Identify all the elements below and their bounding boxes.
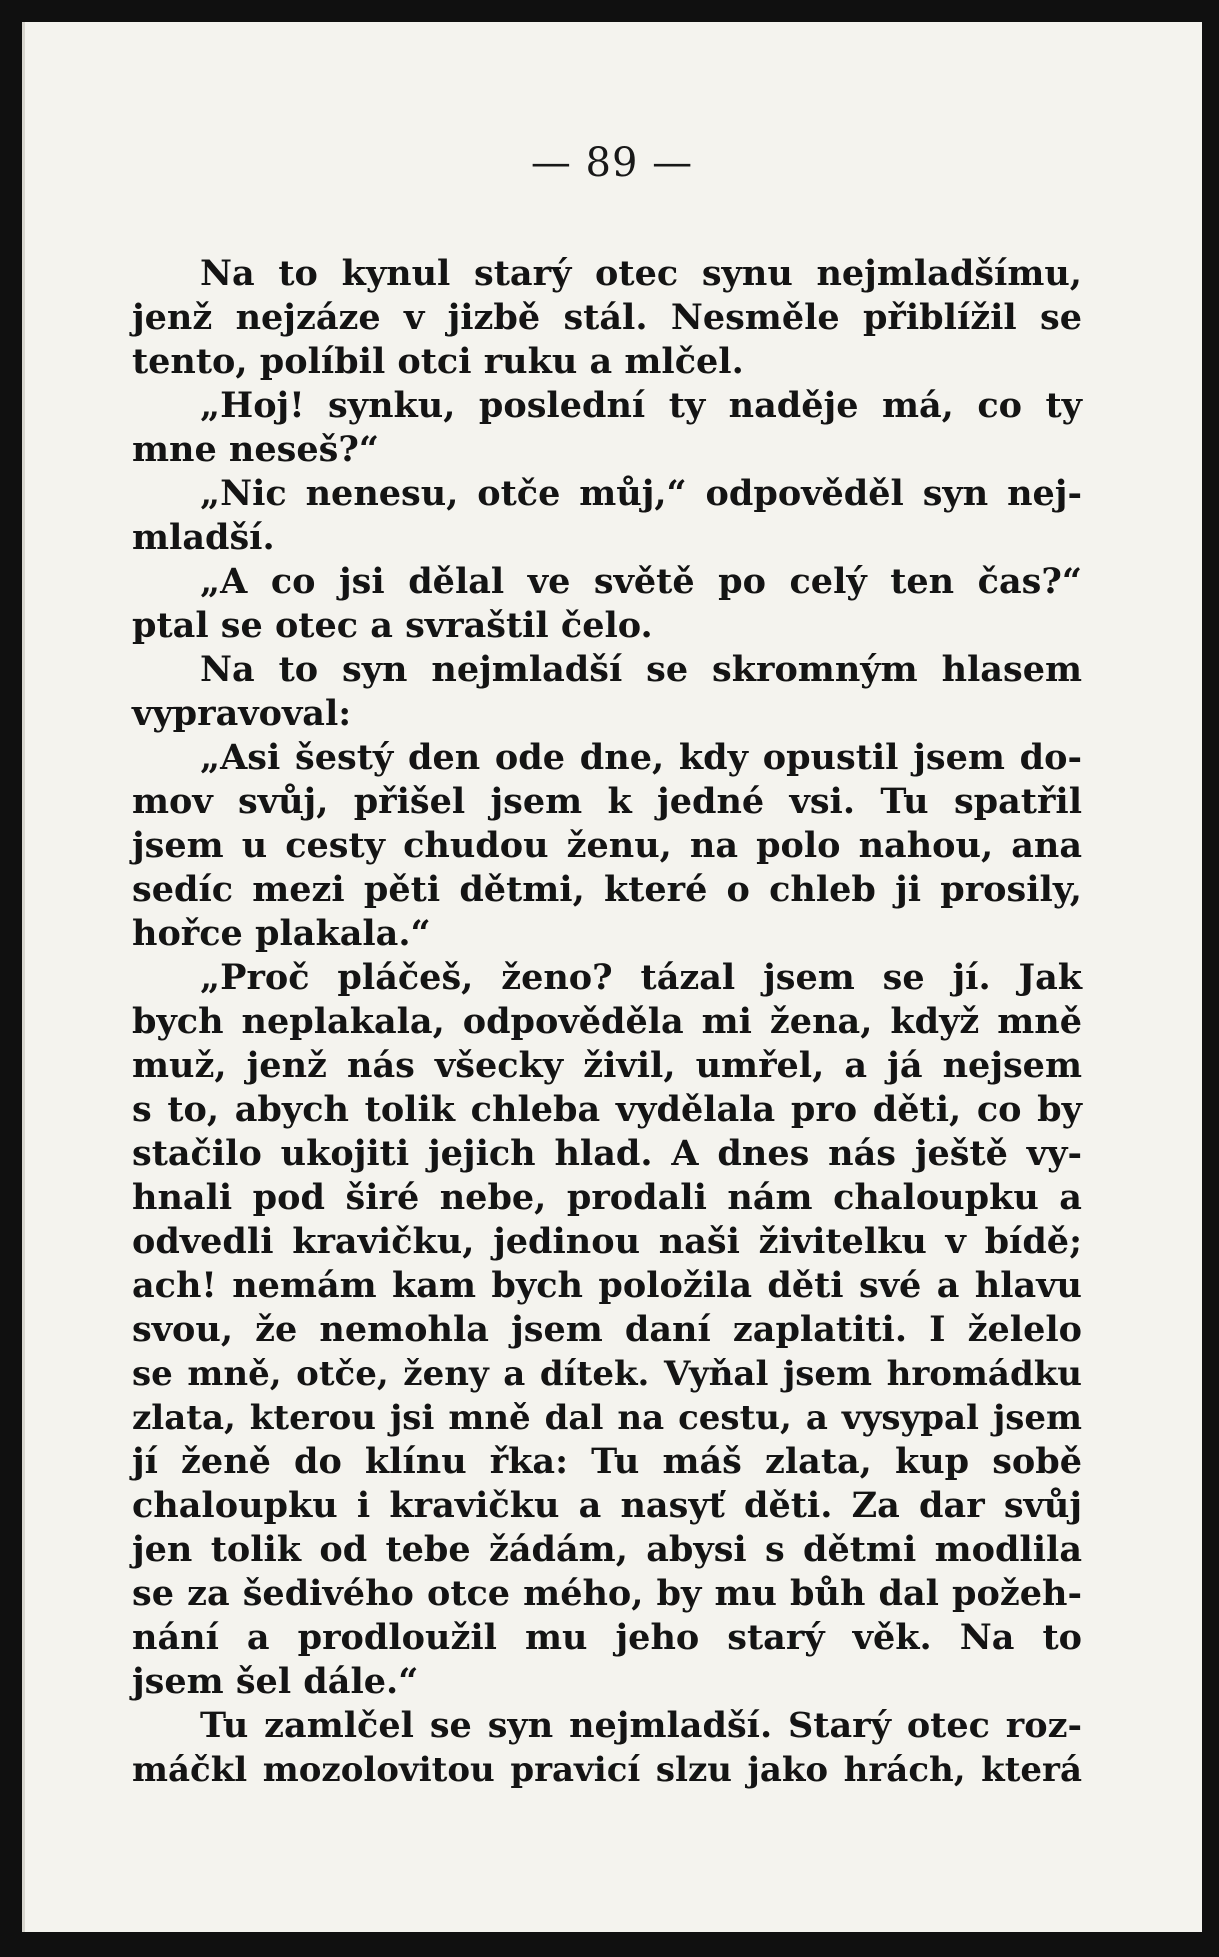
paragraph — [132, 648, 1082, 736]
body-text — [132, 252, 1082, 1792]
text-line: ach! nemám kam bych položila děti své a hlavu — [132, 1265, 1082, 1306]
text-line: s to, abych tolik chleba vydělala pro děti, co by — [132, 1089, 1082, 1130]
text-line: zlata, kterou jsi mně dal na cestu, a vysypal jsem — [132, 1398, 1082, 1438]
paragraph — [132, 252, 1082, 384]
paragraph — [132, 736, 1082, 956]
text-line: se mně, otče, ženy a dítek. Vyňal jsem hromádku — [132, 1354, 1082, 1394]
text-line: hořce plakala.“ — [132, 913, 431, 954]
text-line: odvedli kravičku, jedinou naši živitelku v bídě; — [132, 1221, 1082, 1262]
paragraph — [132, 472, 1082, 560]
text-line: Na to kynul starý otec synu nejmladšímu, — [200, 253, 1082, 294]
text-line: „Hoj! synku, poslední ty naděje má, co ty — [200, 385, 1082, 426]
text-line: muž, jenž nás všecky živil, umřel, a já nejsem — [132, 1045, 1082, 1086]
text-line: jsem šel dále.“ — [132, 1661, 419, 1702]
text-line: mov svůj, přišel jsem k jedné vsi. Tu spatřil — [132, 781, 1082, 822]
text-line: Na to syn nejmladší se skromným hlasem — [200, 649, 1082, 690]
text-line: mladší. — [132, 517, 275, 558]
book-page — [22, 22, 1202, 1932]
text-line: „Proč pláčeš, ženo? tázal jsem se jí. Jak — [200, 957, 1082, 998]
paragraph — [132, 956, 1082, 1704]
text-line: jen tolik od tebe žádám, abysi s dětmi modlila — [132, 1529, 1082, 1570]
page-edge — [22, 22, 25, 1932]
text-line: jenž nejzáze v jizbě stál. Nesměle přiblížil se — [132, 297, 1082, 338]
text-line: stačilo ukojiti jejich hlad. A dnes nás ještě vy- — [132, 1133, 1082, 1174]
text-line: jsem u cesty chudou ženu, na polo nahou, ana — [132, 825, 1082, 866]
text-line: „A co jsi dělal ve světě po celý ten čas?“ — [200, 561, 1082, 602]
text-line: Tu zamlčel se syn nejmladší. Starý otec roz- — [200, 1705, 1082, 1746]
text-line: sedíc mezi pěti dětmi, které o chleb ji prosily, — [132, 869, 1082, 910]
text-line: mne neseš?“ — [132, 429, 379, 470]
text-line: „Nic nenesu, otče můj,“ odpověděl syn nej- — [200, 473, 1082, 514]
paragraph — [132, 1704, 1082, 1792]
text-line: vypravoval: — [132, 693, 352, 734]
page-number: — 89 — — [530, 140, 694, 186]
text-line: máčkl mozolovitou pravicí slzu jako hrách, která — [132, 1750, 1082, 1790]
text-line: hnali pod širé nebe, prodali nám chaloupku a — [132, 1177, 1082, 1218]
paragraph — [132, 384, 1082, 472]
text-line: bych neplakala, odpověděla mi žena, když mně — [132, 1001, 1082, 1042]
text-line: jí ženě do klínu řka: Tu máš zlata, kup sobě — [132, 1441, 1082, 1482]
text-line: nání a prodloužil mu jeho starý věk. Na to — [132, 1617, 1082, 1658]
paragraph — [132, 560, 1082, 648]
text-line: chaloupku i kravičku a nasyť děti. Za dar svůj — [132, 1485, 1082, 1526]
text-line: svou, že nemohla jsem daní zaplatiti. I želelo — [132, 1309, 1082, 1350]
text-line: „Asi šestý den ode dne, kdy opustil jsem do- — [200, 737, 1082, 778]
text-line: tento, políbil otci ruku a mlčel. — [132, 341, 744, 382]
text-line: se za šedivého otce mého, by mu bůh dal požeh- — [132, 1573, 1082, 1614]
text-line: ptal se otec a svraštil čelo. — [132, 605, 653, 646]
